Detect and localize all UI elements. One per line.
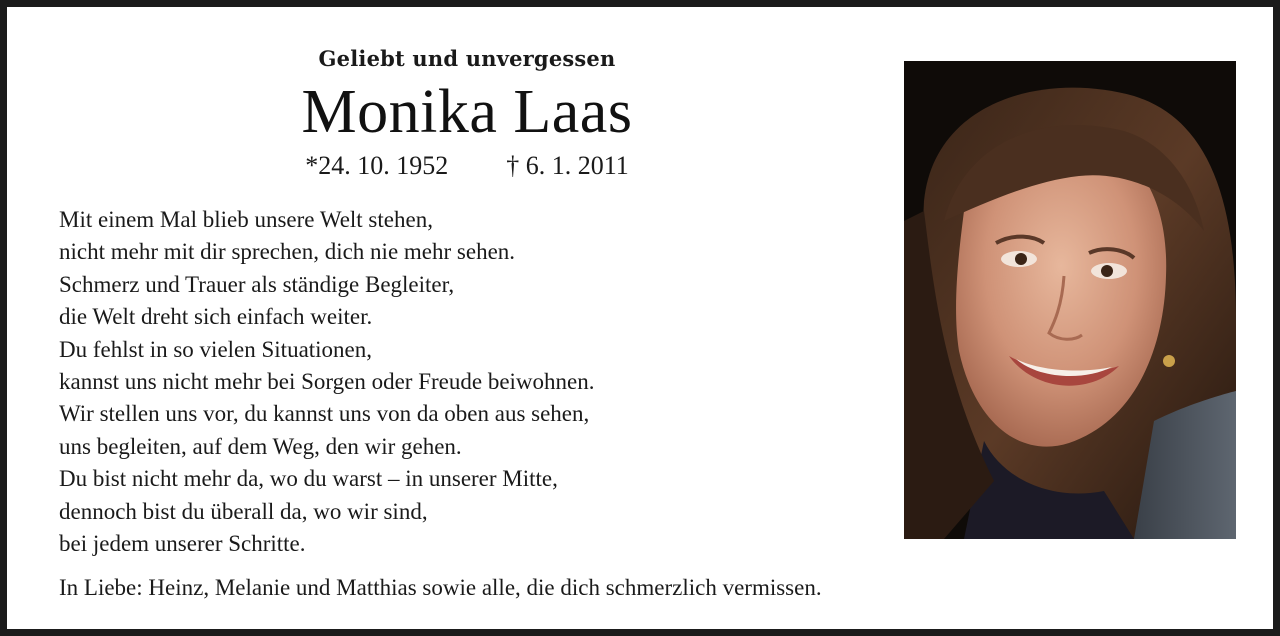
closing-signature: In Liebe: Heinz, Melanie und Matthias sowie alle, die dich schmerzlich vermissen. bbox=[59, 575, 822, 600]
poem-line: Mit einem Mal blieb unsere Welt stehen, bbox=[59, 207, 433, 232]
poem-line: nicht mehr mit dir sprechen, dich nie mehr sehen. bbox=[59, 239, 516, 265]
death-date: † 6. 1. 2011 bbox=[506, 151, 629, 180]
poem-line: uns begleiten, auf dem Weg, den wir gehen. bbox=[59, 433, 462, 459]
birth-date: *24. 10. 1952 bbox=[305, 151, 449, 180]
poem-line: die Welt dreht sich einfach weiter. bbox=[59, 304, 373, 330]
notice-header bbox=[207, 45, 727, 181]
subtitle: Geliebt und unvergessen bbox=[318, 46, 616, 71]
portrait-photo bbox=[904, 61, 1236, 539]
poem-line: dennoch bist du überall da, wo wir sind, bbox=[59, 498, 428, 524]
portrait-illustration bbox=[904, 61, 1236, 539]
poem bbox=[59, 204, 779, 560]
life-dates bbox=[207, 151, 727, 181]
poem-line: kannst uns nicht mehr bei Sorgen oder Freude beiwohnen. bbox=[59, 369, 595, 395]
poem-line: Wir stellen uns vor, du kannst uns von da oben aus sehen, bbox=[59, 401, 590, 427]
poem-line: Schmerz und Trauer als ständige Begleiter, bbox=[59, 271, 455, 297]
poem-line: bei jedem unserer Schritte. bbox=[59, 531, 306, 557]
poem-line: Du fehlst in so vielen Situationen, bbox=[59, 336, 373, 362]
deceased-name: Monika Laas bbox=[301, 78, 633, 146]
poem-line: Du bist nicht mehr da, wo du warst – in unserer Mitte, bbox=[59, 466, 558, 492]
